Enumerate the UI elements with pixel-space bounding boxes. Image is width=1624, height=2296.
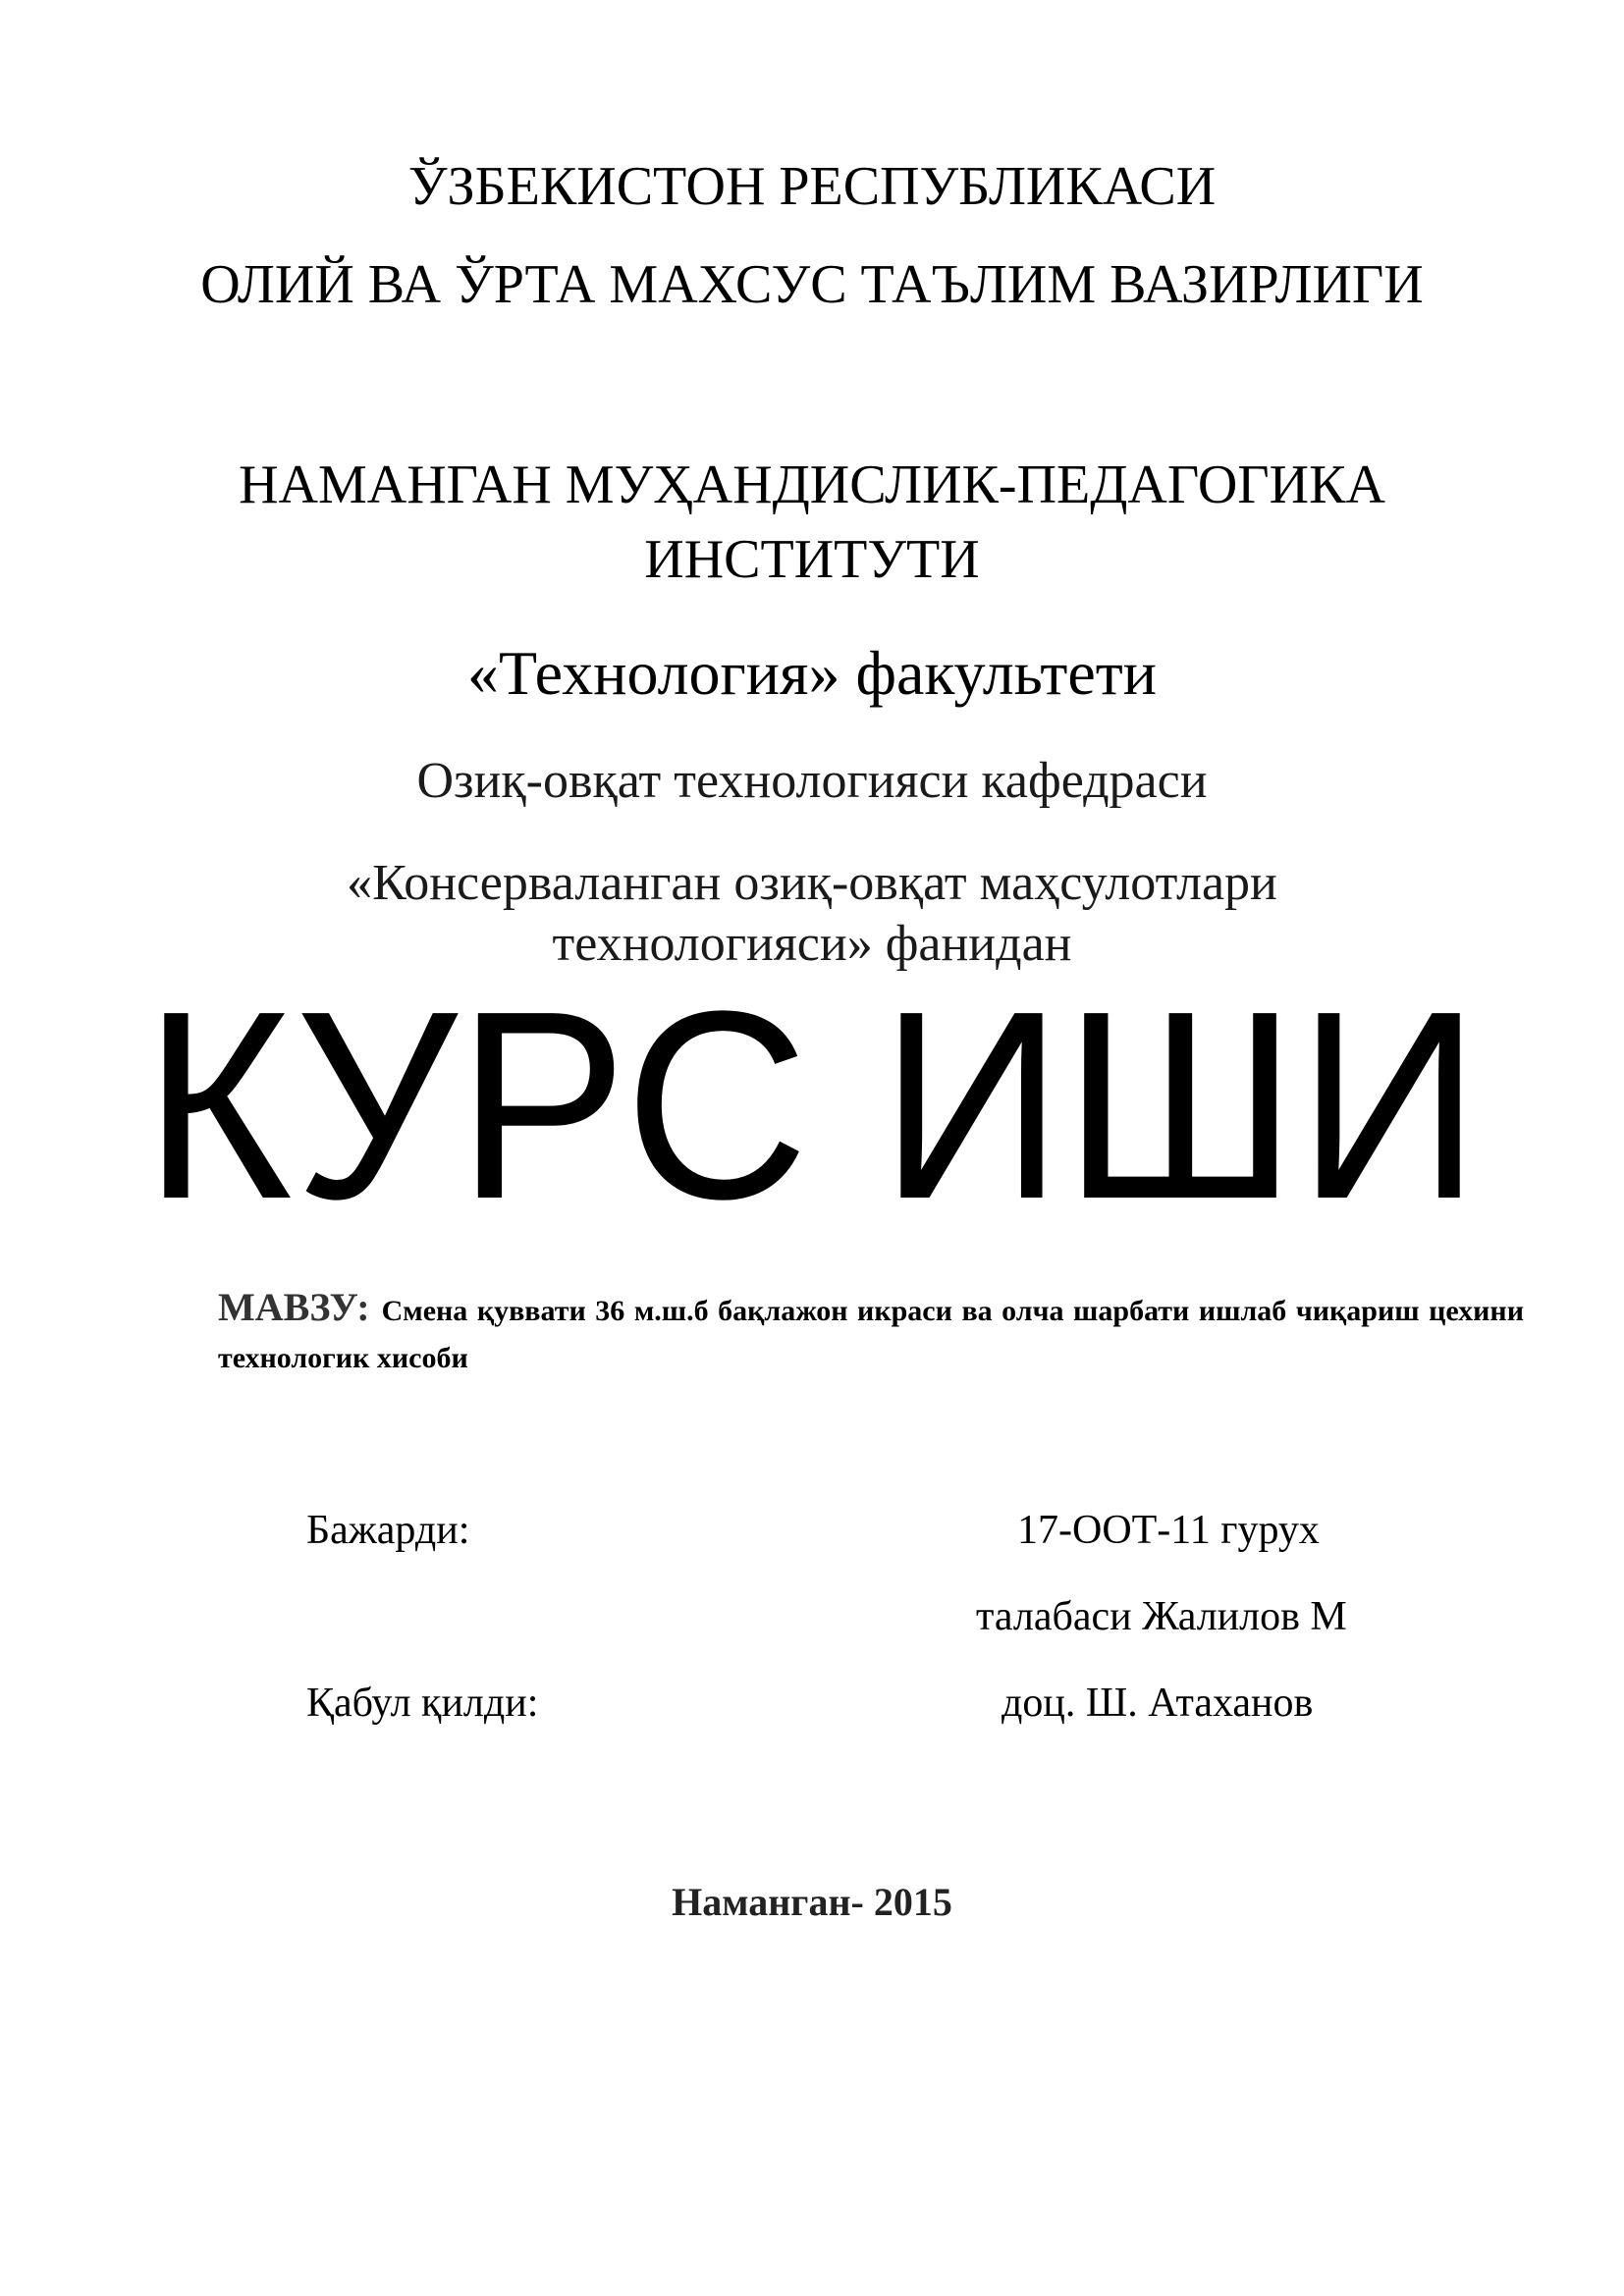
student-group: 17-ООТ-11 гурух [1017, 1508, 1320, 1553]
topic-label: МАВЗУ: [218, 1285, 370, 1329]
country-name: ЎЗБЕКИСТОН РЕСПУБЛИКАСИ [407, 156, 1217, 217]
topic-text: Смена қуввати 36 м.ш.б бақлажон икраси ва олча шарбати ишлаб чиқариш цехини технологик хисоби [218, 1295, 1524, 1374]
faculty-name: «Технология» факультети [466, 638, 1158, 708]
ministry-name: ОЛИЙ ВА ЎРТА МАХСУС ТАЪЛИМ ВАЗИРЛИГИ [200, 254, 1424, 315]
accepted-label: Қабул қилди: [306, 1681, 539, 1726]
student-name: талабаси Жалилов М [976, 1594, 1347, 1639]
subject-line2: технологияси» фанидан [552, 916, 1072, 972]
institute-name-line1: НАМАНГАН МУҲАНДИСЛИК-ПЕДАГОГИКА [239, 454, 1385, 515]
performed-label: Бажарди: [306, 1508, 470, 1553]
document-title: КУРС ИШИ [142, 956, 1482, 1255]
subject-line1: «Консерваланган озиқ-овқат маҳсулотлари [347, 855, 1277, 911]
supervisor-name: доц. Ш. Атаханов [1001, 1681, 1314, 1726]
place-and-year: Наманган- 2015 [672, 1880, 952, 1924]
institute-name-line2: ИНСТИТУТИ [644, 529, 980, 590]
topic-block [218, 1284, 1524, 1382]
department-name: Озиқ-овқат технологияси кафедраси [416, 753, 1208, 809]
